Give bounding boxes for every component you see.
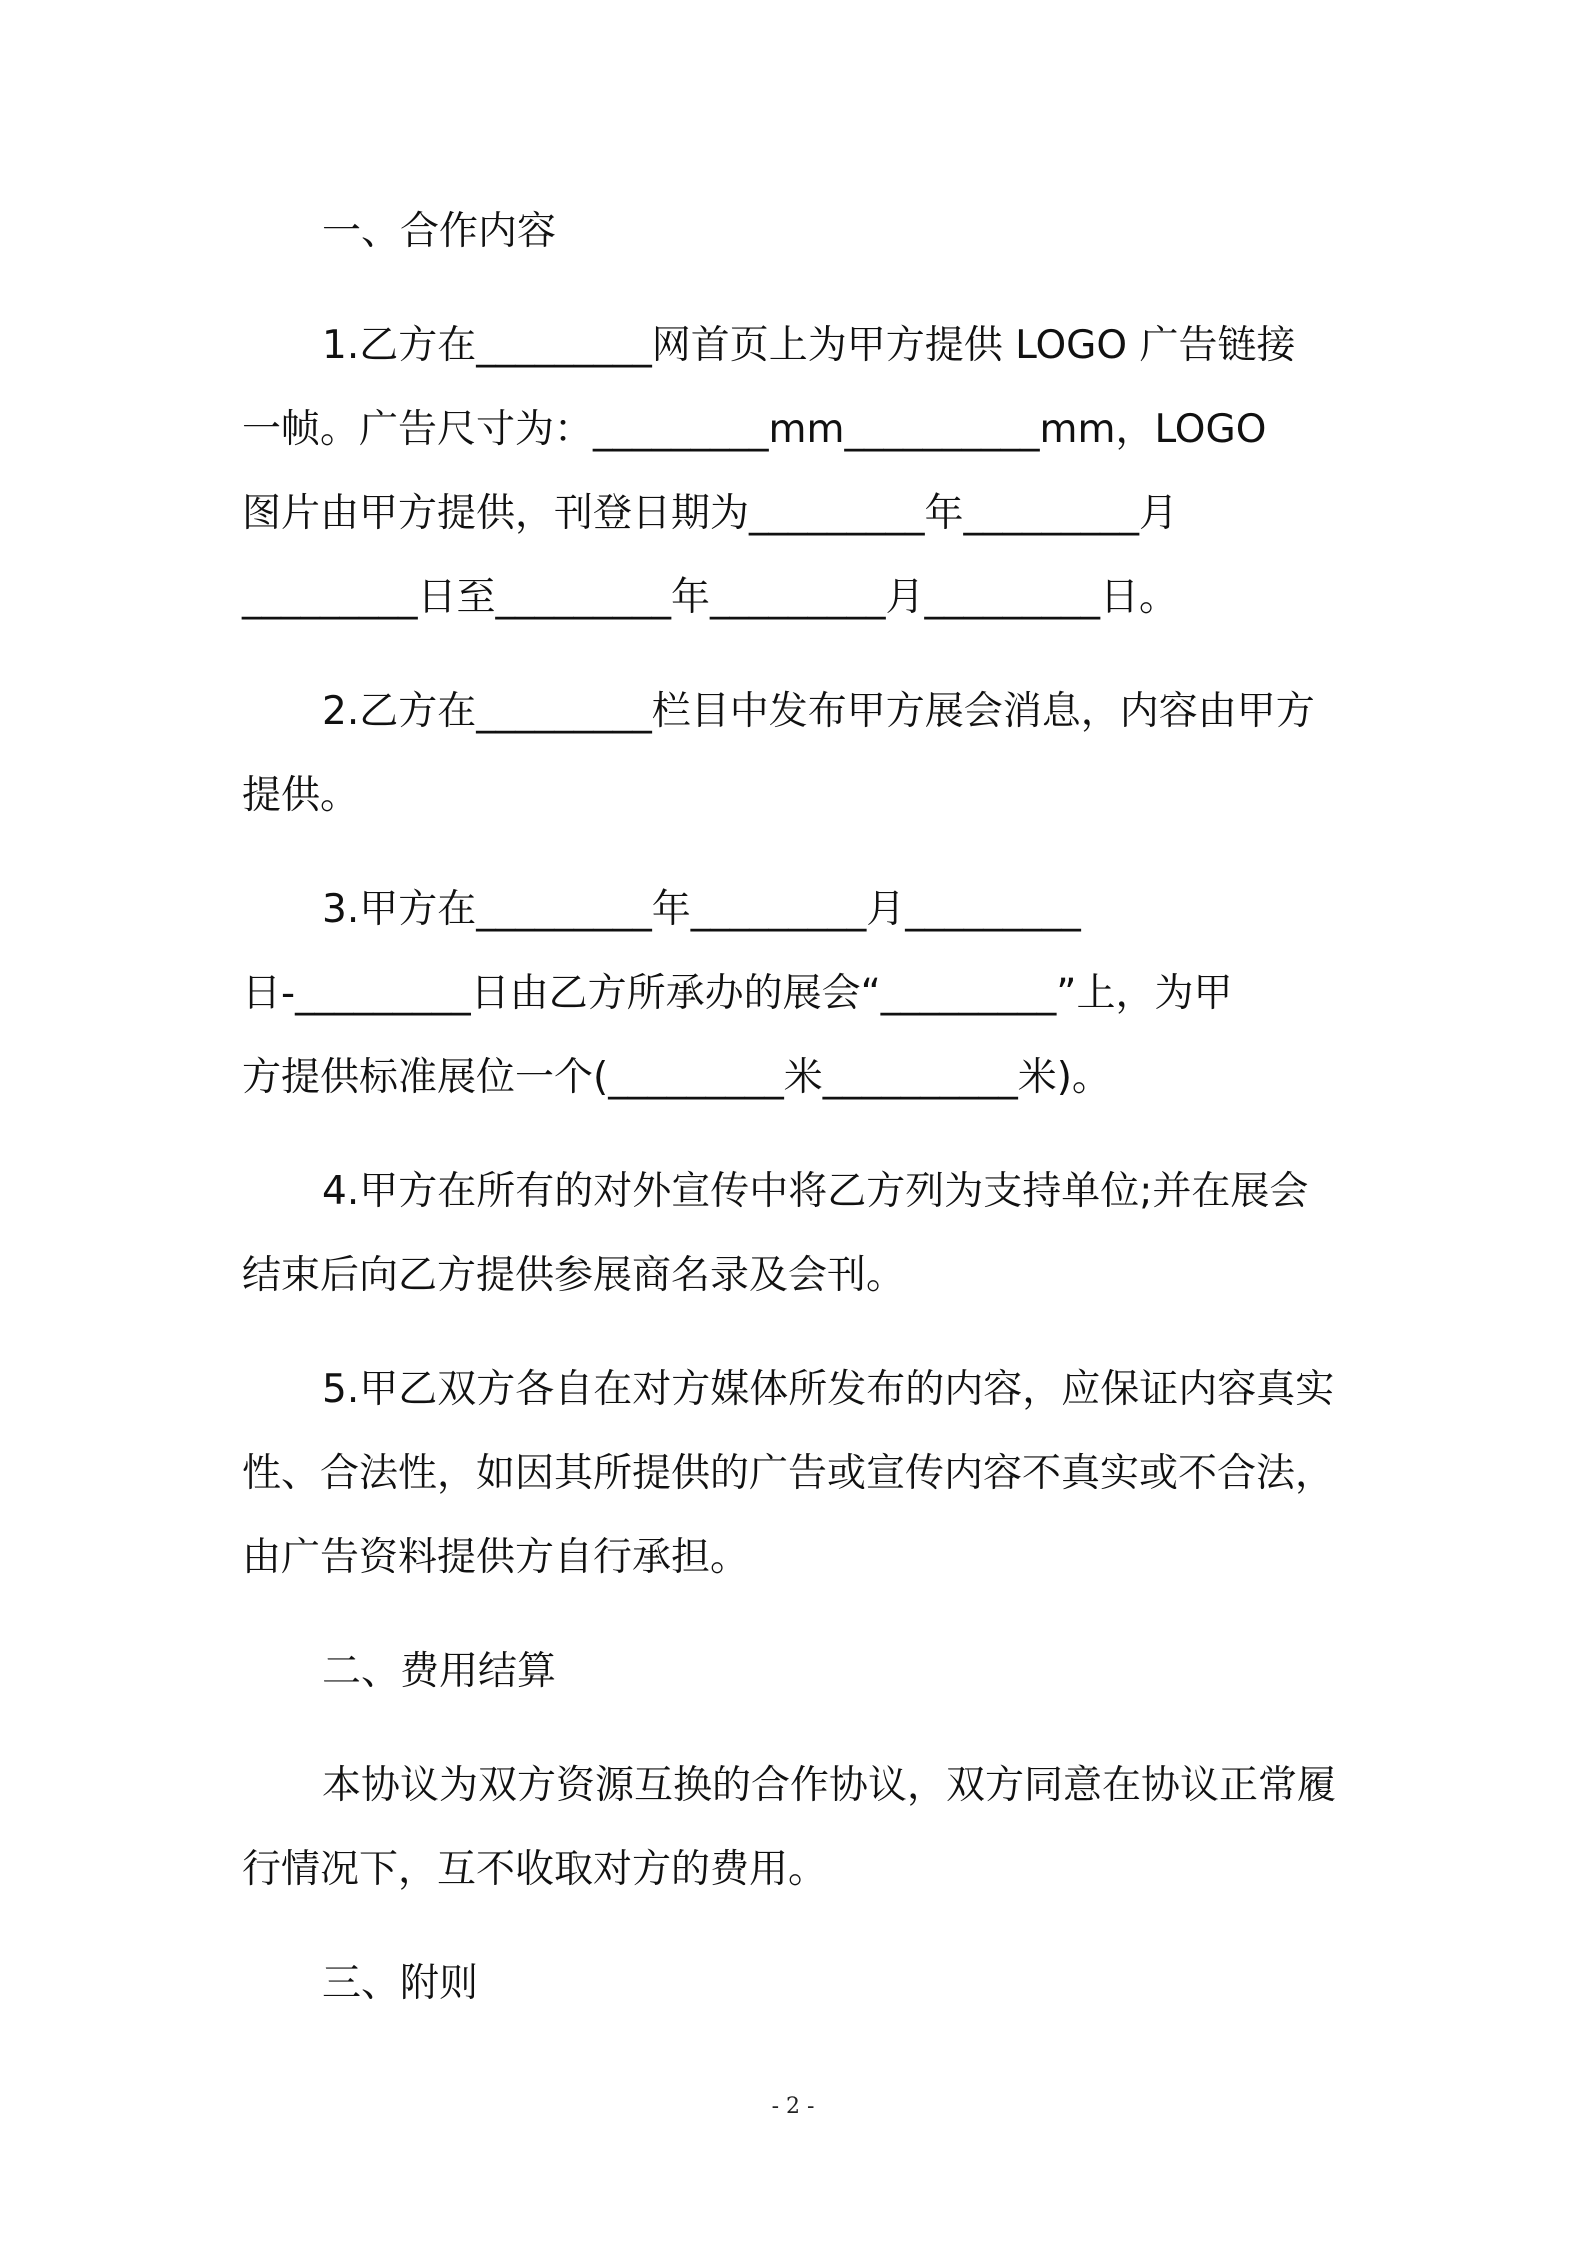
clause-5-paragraph xyxy=(242,1348,1352,1600)
paragraph-line: 提供。 xyxy=(242,773,360,818)
document-body xyxy=(242,190,1352,2056)
paragraph-line: 一帧。广告尺寸为：_________mm__________mm，LOGO xyxy=(242,407,1267,452)
paragraph-line: 2.乙方在_________栏目中发布甲方展会消息，内容由甲方 xyxy=(322,689,1315,734)
section-heading-fees: 二、费用结算 xyxy=(322,1649,557,1694)
paragraph-line: 本协议为双方资源互换的合作协议，双方同意在协议正常履 xyxy=(322,1763,1337,1808)
paragraph-line: 由广告资料提供方自行承担。 xyxy=(242,1535,750,1580)
paragraph-line: 5.甲乙双方各自在对方媒体所发布的内容，应保证内容真实 xyxy=(322,1367,1335,1412)
paragraph-line: 行情况下，互不收取对方的费用。 xyxy=(242,1847,828,1892)
clause-4-paragraph xyxy=(242,1150,1352,1318)
fees-paragraph xyxy=(242,1744,1352,1912)
paragraph-line: 性、合法性，如因其所提供的广告或宣传内容不真实或不合法， xyxy=(242,1451,1335,1496)
paragraph-line: 结束后向乙方提供参展商名录及会刊。 xyxy=(242,1253,906,1298)
section-heading-supplementary: 三、附则 xyxy=(322,1961,479,2006)
paragraph-line: 3.甲方在_________年_________月_________ xyxy=(322,887,1081,932)
paragraph-line: _________日至_________年_________月_________日。 xyxy=(242,575,1179,620)
page-number: - 2 - xyxy=(771,2094,815,2119)
paragraph-line: 方提供标准展位一个(_________米__________米)。 xyxy=(242,1055,1111,1100)
section-heading-cooperation: 一、合作内容 xyxy=(322,209,557,254)
clause-2-paragraph xyxy=(242,670,1352,838)
paragraph-line: 图片由甲方提供，刊登日期为_________年_________月 xyxy=(242,491,1179,536)
clause-1-paragraph xyxy=(242,304,1352,640)
clause-3-paragraph xyxy=(242,868,1352,1120)
paragraph-line: 日-_________日由乙方所承办的展会“_________”上，为甲 xyxy=(242,971,1233,1016)
paragraph-line: 4.甲方在所有的对外宣传中将乙方列为支持单位;并在展会 xyxy=(322,1169,1309,1214)
paragraph-line: 1.乙方在_________网首页上为甲方提供 LOGO 广告链接 xyxy=(322,323,1296,368)
